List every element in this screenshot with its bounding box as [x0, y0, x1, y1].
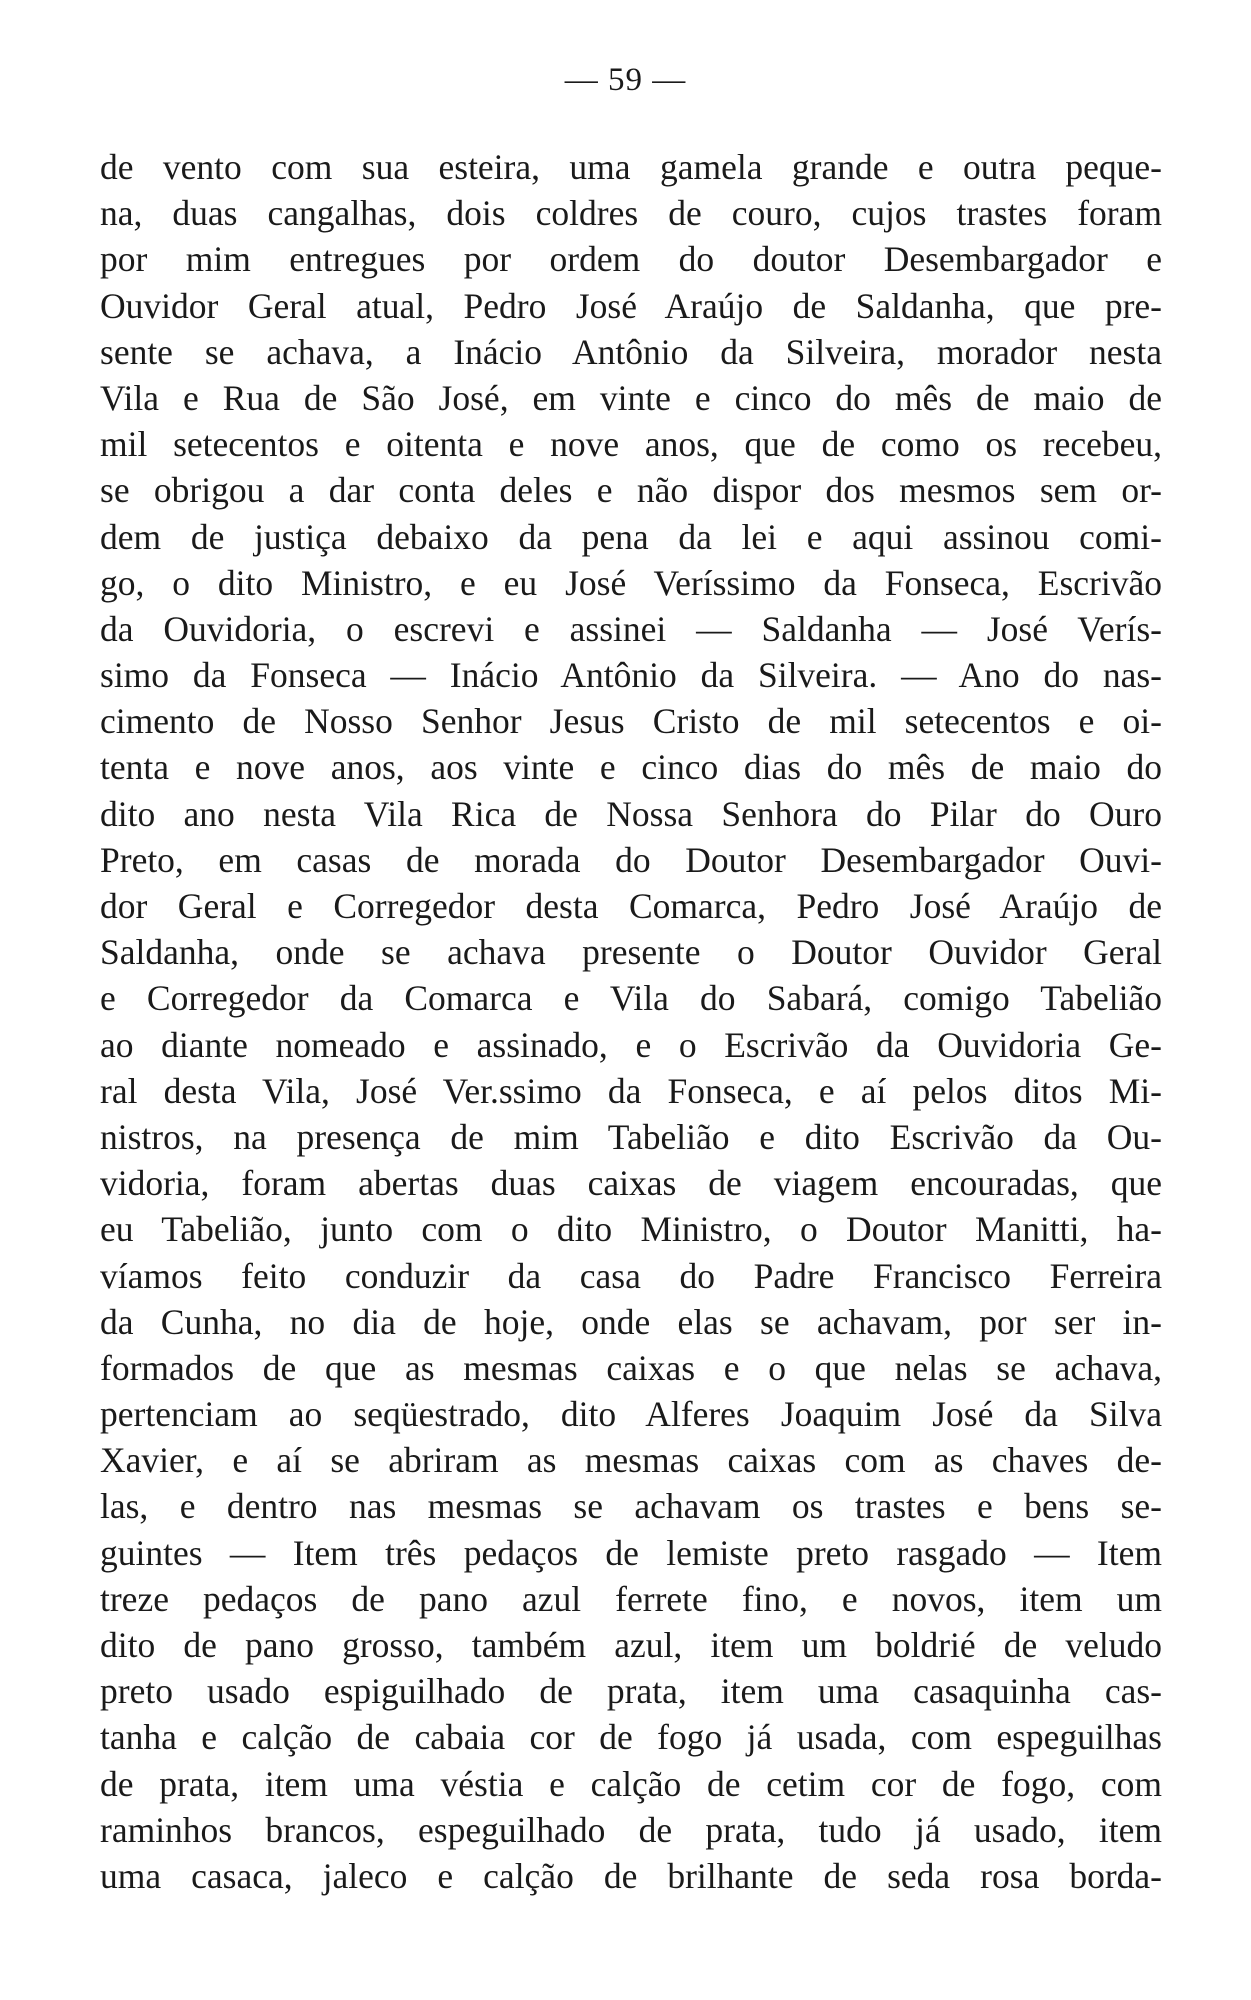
text-line: de prata, item uma véstia e calção de cetim cor de fogo, com — [100, 1763, 1162, 1804]
text-line: preto usado espiguilhado de prata, item uma casaquinha cas- — [100, 1671, 1162, 1712]
text-line: mil setecentos e oitenta e nove anos, que de como os recebeu, — [100, 424, 1162, 465]
text-line: go, o dito Ministro, e eu José Veríssimo da Fonseca, Escrivão — [100, 562, 1162, 603]
text-line: dor Geral e Corregedor desta Comarca, Pedro José Araújo de — [100, 886, 1162, 926]
text-line: cimento de Nosso Senhor Jesus Cristo de mil setecentos e oi- — [100, 701, 1162, 742]
text-line: Ouvidor Geral atual, Pedro José Araújo de Saldanha, que pre- — [100, 285, 1162, 326]
text-line: raminhos brancos, espeguilhado de prata, tudo já usado, item — [100, 1809, 1162, 1850]
text-line: treze pedaços de pano azul ferrete fino, e novos, item um — [100, 1578, 1162, 1619]
text-line: las, e dentro nas mesmas se achavam os trastes e bens se- — [100, 1486, 1162, 1527]
text-line: dito de pano grosso, também azul, item um boldrié de veludo — [100, 1625, 1162, 1665]
text-line: formados de que as mesmas caixas e o que nelas se achava, — [100, 1347, 1162, 1388]
text-line: de vento com sua esteira, uma gamela grande e outra peque- — [100, 147, 1162, 187]
text-line: na, duas cangalhas, dois coldres de couro, cujos trastes foram — [100, 193, 1162, 234]
text-line: ral desta Vila, José Ver.ssimo da Fonseca, e aí pelos ditos Mi- — [100, 1070, 1162, 1111]
text-line: tanha e calção de cabaia cor de fogo já usada, com espeguilhas — [100, 1717, 1162, 1758]
text-line: vidoria, foram abertas duas caixas de viagem encouradas, que — [100, 1163, 1162, 1204]
text-line: nistros, na presença de mim Tabelião e dito Escrivão da Ou- — [100, 1116, 1162, 1157]
text-line: da Cunha, no dia de hoje, onde elas se achavam, por ser in- — [100, 1301, 1162, 1342]
text-line: ao diante nomeado e assinado, e o Escrivão da Ouvidoria Ge- — [100, 1024, 1162, 1065]
text-line: uma casaca, jaleco e calção de brilhante de seda rosa borda- — [100, 1855, 1162, 1896]
text-line: Preto, em casas de morada do Doutor Desembargador Ouvi- — [100, 839, 1162, 880]
text-line: se obrigou a dar conta deles e não dispor dos mesmos sem or- — [100, 470, 1162, 511]
text-line: dito ano nesta Vila Rica de Nossa Senhora do Pilar do Ouro — [100, 793, 1162, 834]
text-line: sente se achava, a Inácio Antônio da Silveira, morador nesta — [100, 331, 1162, 372]
text-line: pertenciam ao seqüestrado, dito Alferes Joaquim José da Silva — [100, 1394, 1162, 1435]
text-line: Vila e Rua de São José, em vinte e cinco do mês de maio de — [100, 377, 1162, 418]
text-line: simo da Fonseca — Inácio Antônio da Silveira. — Ano do nas- — [100, 655, 1162, 696]
text-line: Xavier, e aí se abriram as mesmas caixas com as chaves de- — [100, 1440, 1162, 1481]
text-line: víamos feito conduzir da casa do Padre Francisco Ferreira — [100, 1255, 1162, 1296]
text-line: e Corregedor da Comarca e Vila do Sabará, comigo Tabelião — [100, 978, 1162, 1019]
page-number: — 59 — — [564, 62, 687, 98]
text-line: tenta e nove anos, aos vinte e cinco dias do mês de maio do — [100, 747, 1162, 788]
text-line: guintes — Item três pedaços de lemiste preto rasgado — Item — [100, 1532, 1162, 1573]
text-line: da Ouvidoria, o escrevi e assinei — Saldanha — José Verís- — [100, 608, 1162, 649]
text-line: eu Tabelião, junto com o dito Ministro, o Doutor Manitti, ha- — [100, 1209, 1162, 1250]
text-line: por mim entregues por ordem do doutor Desembargador e — [100, 239, 1162, 280]
body-text — [100, 144, 1162, 1899]
text-line: dem de justiça debaixo da pena da lei e aqui assinou comi- — [100, 516, 1162, 557]
text-line: Saldanha, onde se achava presente o Doutor Ouvidor Geral — [100, 932, 1162, 973]
